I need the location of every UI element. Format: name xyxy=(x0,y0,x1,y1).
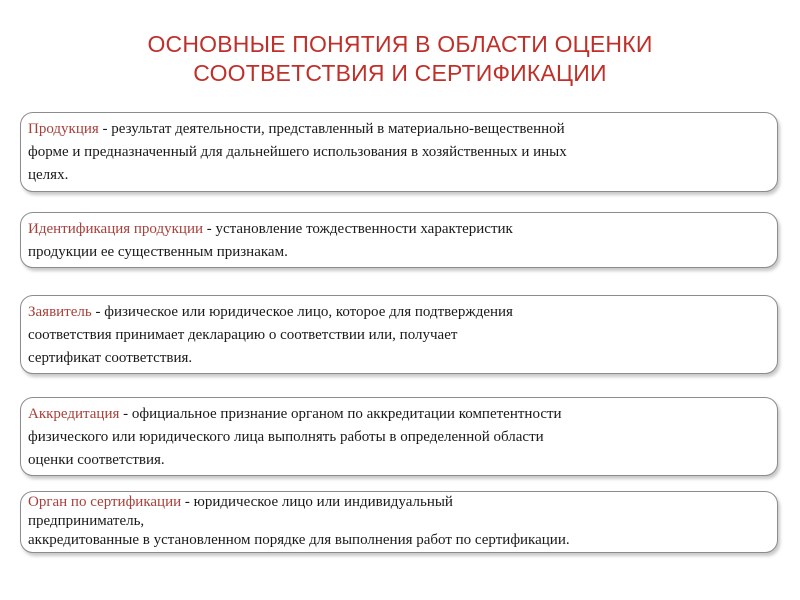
definition-text: - результат деятельности, представленный в материально-вещественной xyxy=(98,121,565,137)
title-line-1: ОСНОВНЫЕ ПОНЯТИЯ В ОБЛАСТИ ОЦЕНКИ xyxy=(147,31,653,57)
definition-text: - официальное признание органом по аккредитации компетентности xyxy=(119,406,562,422)
definition-line: форме и предназначенный для дальнейшего использования в хозяйственных и иных xyxy=(28,144,567,160)
definition-card-product xyxy=(20,112,778,192)
title-line-2: СООТВЕТСТВИЯ И СЕРТИФИКАЦИИ xyxy=(193,60,607,86)
definition-text: - физическое или юридическое лицо, которое для подтверждения xyxy=(91,304,513,320)
definition-line: соответствия принимает декларацию о соответствии или, получает xyxy=(28,327,458,343)
definition-line: целях. xyxy=(28,167,69,183)
definition-line: физического или юридического лица выполнять работы в определенной области xyxy=(28,429,544,445)
definition-line: продукции ее существенным признакам. xyxy=(28,244,288,260)
definition-line: предприниматель, xyxy=(28,513,145,529)
definition-term: Орган по сертификации xyxy=(28,494,182,510)
definition-line: аккредитованные в установленном порядке для выполнения работ по сертификации. xyxy=(28,532,570,548)
definition-line xyxy=(28,493,769,512)
definition-line xyxy=(28,301,769,324)
definition-text: - юридическое лицо или индивидуальный xyxy=(181,494,453,510)
definition-line xyxy=(28,218,769,241)
definition-term: Продукция xyxy=(28,121,99,137)
definition-line: сертификат соответствия. xyxy=(28,350,193,366)
definition-text: - установление тождественности характеристик xyxy=(203,221,513,237)
definition-card-identification xyxy=(20,212,778,268)
definition-card-certification-body xyxy=(20,491,778,553)
slide-title xyxy=(0,30,800,88)
definition-card-applicant xyxy=(20,295,778,374)
definition-card-accreditation xyxy=(20,397,778,476)
definition-line: оценки соответствия. xyxy=(28,452,165,468)
definition-term: Идентификация продукции xyxy=(28,221,203,237)
definition-term: Заявитель xyxy=(28,304,92,320)
definition-line xyxy=(28,403,769,426)
definition-term: Аккредитация xyxy=(28,406,120,422)
definition-line xyxy=(28,118,769,141)
